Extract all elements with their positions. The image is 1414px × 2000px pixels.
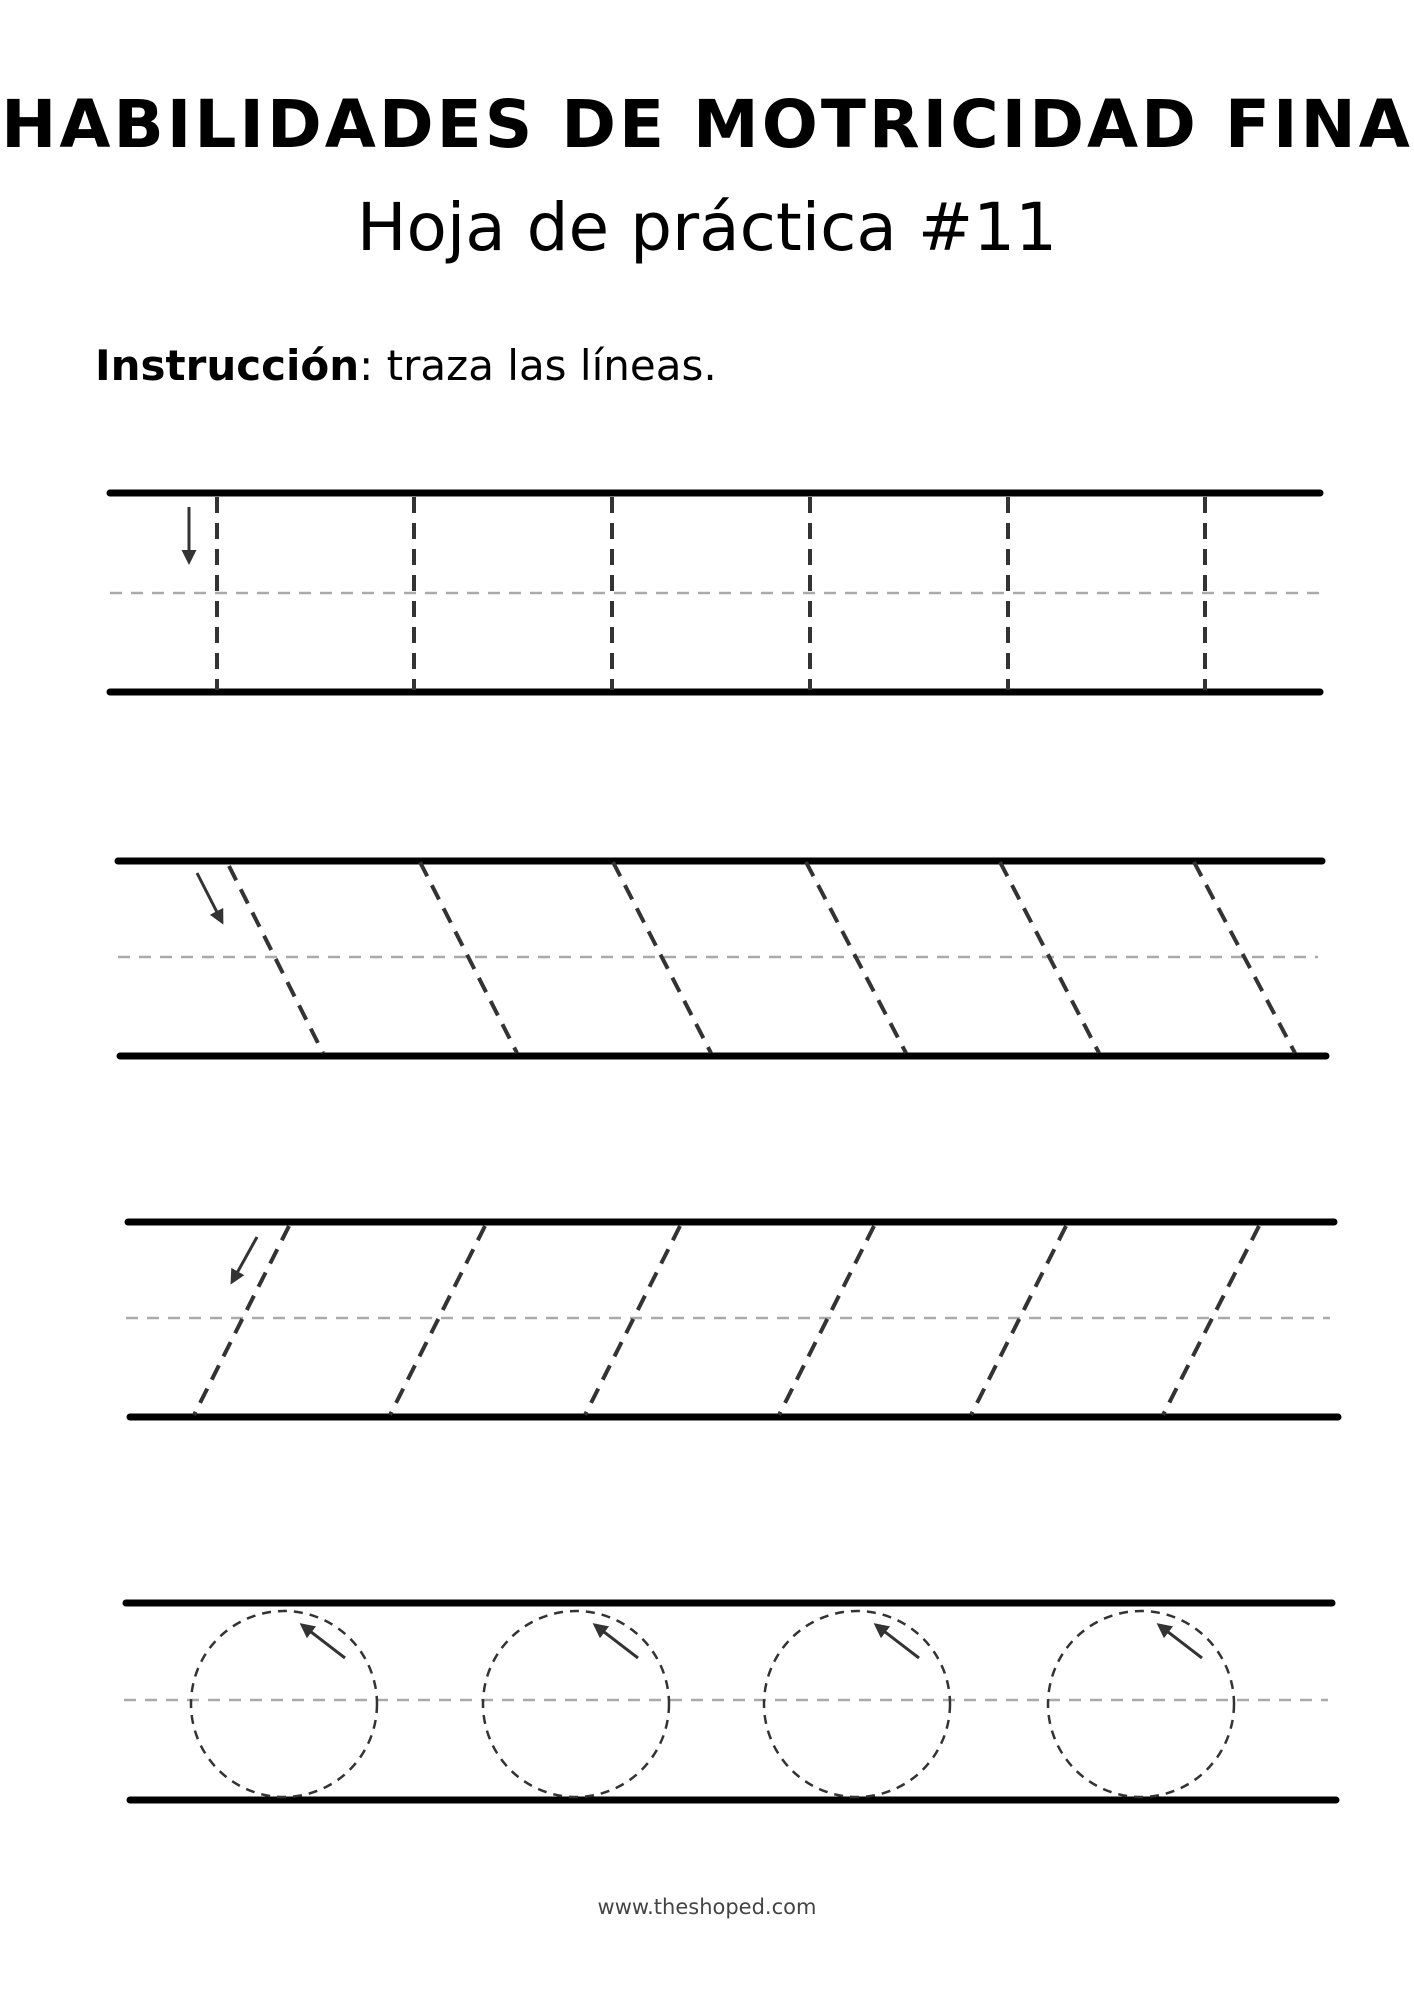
trace-circle [764,1611,950,1797]
trace-line [779,1226,874,1415]
exercise-slash-lines [126,1222,1338,1417]
exercise-circles [124,1603,1336,1800]
trace-line [1163,1226,1259,1415]
exercise-backslash-lines [118,861,1326,1056]
page-subtitle: Hoja de práctica #11 [356,189,1058,266]
arrow-diagonal-down-left-icon [232,1237,257,1282]
trace-circle [483,1611,669,1797]
trace-circles [191,1611,1234,1797]
arrow-counterclockwise-icons [302,1625,1202,1658]
trace-circle [1048,1611,1234,1797]
website-footer: www.theshoped.com [597,1895,817,1919]
trace-line [390,1226,485,1415]
page-title: HABILIDADES DE MOTRICIDAD FINA [1,86,1413,163]
trace-line [971,1226,1066,1415]
instruction-text: : traza las líneas. [359,341,717,390]
trace-line [229,866,323,1053]
trace-circle [191,1611,377,1797]
arrow-diagonal-down-right-icon [197,873,222,922]
trace-line [194,1226,289,1415]
trace-line [585,1226,680,1415]
trace-strokes [194,1226,1259,1415]
instruction-label: Instrucción [95,341,360,390]
exercise-vertical-lines [110,493,1320,692]
